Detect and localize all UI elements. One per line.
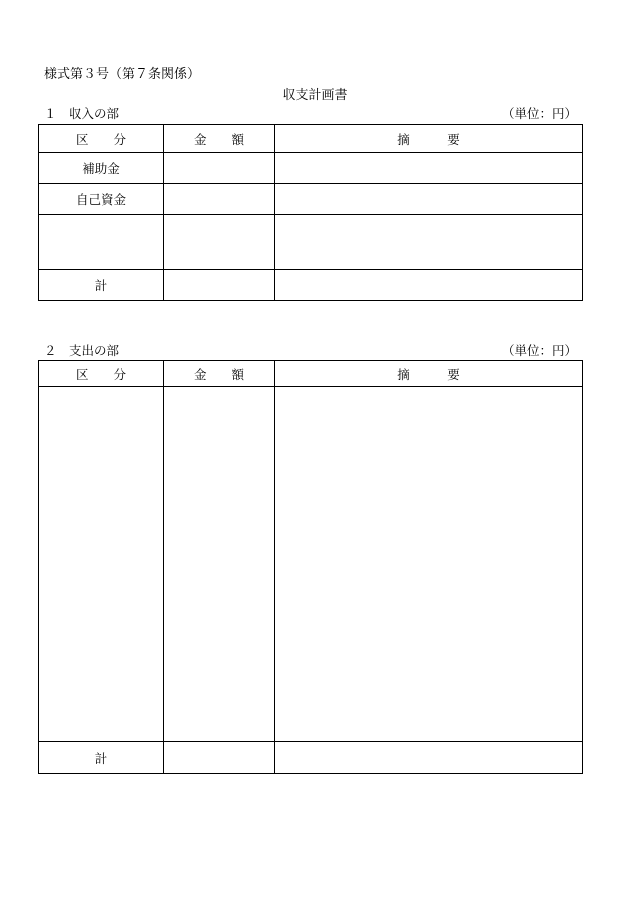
income-amount-cell[interactable] — [164, 153, 275, 184]
income-row-label: 自己資金 — [39, 184, 164, 215]
expense-header-summary: 摘 要 — [275, 361, 583, 387]
expense-header-category: 区 分 — [39, 361, 164, 387]
income-header-category: 区 分 — [39, 125, 164, 153]
table-row — [39, 184, 583, 215]
expense-total-amount-cell[interactable] — [164, 742, 275, 774]
income-summary-cell[interactable] — [275, 215, 583, 270]
income-row-label: 補助金 — [39, 153, 164, 184]
expense-table — [38, 360, 583, 774]
document-title: 収支計画書 — [282, 88, 348, 103]
table-row — [39, 387, 583, 742]
expense-amount-cell[interactable] — [164, 387, 275, 742]
expense-category-cell[interactable] — [39, 387, 164, 742]
income-total-label: 計 — [39, 270, 164, 301]
expense-total-label: 計 — [39, 742, 164, 774]
income-total-amount-cell[interactable] — [164, 270, 275, 301]
income-summary-cell[interactable] — [275, 184, 583, 215]
income-header-row — [39, 125, 583, 153]
income-summary-cell[interactable] — [275, 153, 583, 184]
income-header-summary: 摘 要 — [275, 125, 583, 153]
expense-total-row — [39, 742, 583, 774]
income-row-label[interactable] — [39, 215, 164, 270]
income-unit-label: （単位：円） — [501, 106, 577, 121]
income-amount-cell[interactable] — [164, 184, 275, 215]
income-section-title: １ 収入の部 — [44, 106, 120, 121]
expense-header-amount: 金 額 — [164, 361, 275, 387]
income-header-amount: 金 額 — [164, 125, 275, 153]
income-amount-cell[interactable] — [164, 215, 275, 270]
income-total-summary-cell[interactable] — [275, 270, 583, 301]
income-total-row — [39, 270, 583, 301]
expense-summary-cell[interactable] — [275, 387, 583, 742]
form-number: 様式第３号（第７条関係） — [44, 67, 201, 82]
income-table — [38, 124, 583, 301]
expense-section-title: ２ 支出の部 — [44, 343, 120, 358]
table-row — [39, 215, 583, 270]
expense-total-summary-cell[interactable] — [275, 742, 583, 774]
table-row — [39, 153, 583, 184]
expense-unit-label: （単位：円） — [501, 343, 577, 358]
expense-header-row — [39, 361, 583, 387]
